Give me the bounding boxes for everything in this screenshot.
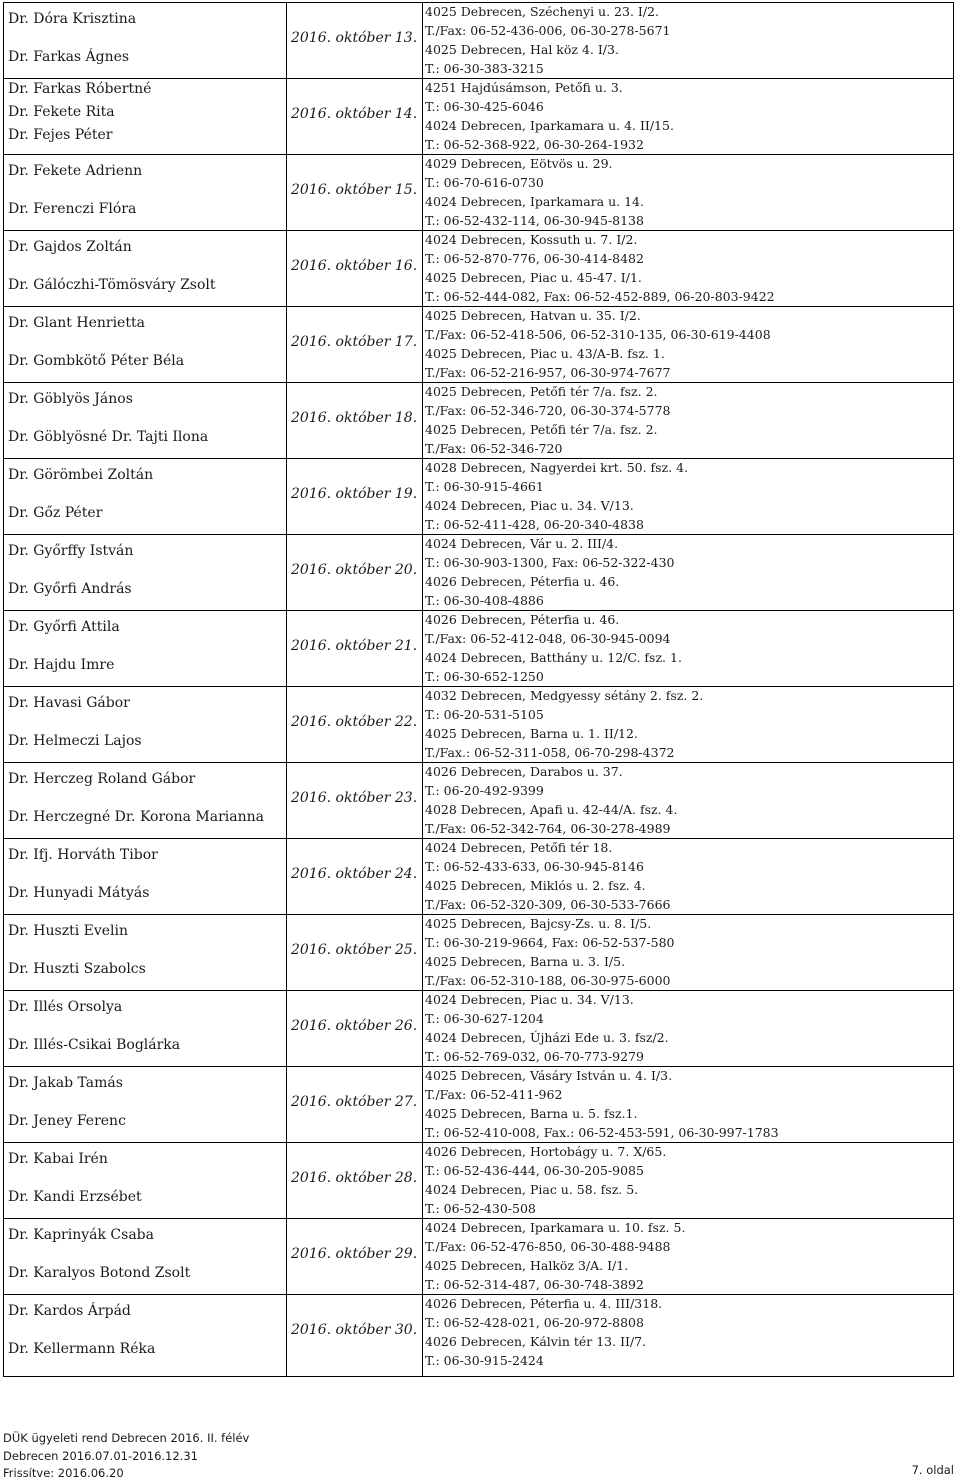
doctor-name: Dr. Kellermann Réka xyxy=(8,1341,156,1357)
row-divider xyxy=(3,610,954,611)
doctor-address: 4029 Debrecen, Eötvös u. 29. xyxy=(425,156,613,171)
doctor-address: 4024 Debrecen, Újházi Ede u. 3. fsz/2. xyxy=(425,1030,669,1045)
doctor-phone: T.: 06-52-444-082, Fax: 06-52-452-889, 06-20-803-9422 xyxy=(425,289,775,304)
doctor-phone: T.: 06-30-627-1204 xyxy=(425,1011,544,1026)
doctor-name: Dr. Herczeg Roland Gábor xyxy=(8,771,196,787)
doctor-phone: T.: 06-30-903-1300, Fax: 06-52-322-430 xyxy=(425,555,675,570)
doctor-phone: T.: 06-52-870-776, 06-30-414-8482 xyxy=(425,251,644,266)
doctor-address: 4026 Debrecen, Kálvin tér 13. II/7. xyxy=(425,1334,647,1349)
row-divider xyxy=(3,1218,954,1219)
doctor-address: 4028 Debrecen, Apafi u. 42-44/A. fsz. 4. xyxy=(425,802,678,817)
doctor-phone: T.: 06-52-410-008, Fax.: 06-52-453-591, 06-30-997-1783 xyxy=(425,1125,779,1140)
doctor-name: Dr. Farkas Róbertné xyxy=(8,81,152,97)
duty-date: 2016. október 27. xyxy=(291,1094,418,1110)
doctor-phone: T.: 06-30-915-4661 xyxy=(425,479,544,494)
doctor-name: Dr. Karalyos Botond Zsolt xyxy=(8,1265,191,1281)
duty-date: 2016. október 30. xyxy=(291,1322,418,1338)
doctor-phone: T.: 06-52-769-032, 06-70-773-9279 xyxy=(425,1049,644,1064)
doctor-phone: T.: 06-20-492-9399 xyxy=(425,783,544,798)
doctor-name: Dr. Illés Orsolya xyxy=(8,999,123,1015)
doctor-name: Dr. Kardos Árpád xyxy=(8,1303,131,1319)
doctor-name: Dr. Glant Henrietta xyxy=(8,315,145,331)
doctor-name: Dr. Kandi Erzsébet xyxy=(8,1189,142,1205)
doctor-address: 4025 Debrecen, Hal köz 4. I/3. xyxy=(425,42,619,57)
duty-date: 2016. október 21. xyxy=(291,638,418,654)
doctor-phone: T.: 06-30-383-3215 xyxy=(425,61,544,76)
duty-date: 2016. október 15. xyxy=(291,182,418,198)
doctor-phone: T.: 06-30-652-1250 xyxy=(425,669,544,684)
row-divider xyxy=(3,154,954,155)
column-divider-name-date xyxy=(286,3,287,1376)
doctor-phone: T.: 06-52-430-508 xyxy=(425,1201,536,1216)
row-divider xyxy=(3,78,954,79)
doctor-name: Dr. Ferenczi Flóra xyxy=(8,201,137,217)
doctor-address: 4026 Debrecen, Hortobágy u. 7. X/65. xyxy=(425,1144,667,1159)
doctor-address: 4024 Debrecen, Iparkamara u. 14. xyxy=(425,194,644,209)
doctor-name: Dr. Hunyadi Mátyás xyxy=(8,885,150,901)
doctor-name: Dr. Győrfi Attila xyxy=(8,619,120,635)
doctor-name: Dr. Gálóczhi-Tömösváry Zsolt xyxy=(8,277,216,293)
row-divider xyxy=(3,762,954,763)
doctor-name: Dr. Huszti Evelin xyxy=(8,923,129,939)
doctor-name: Dr. Göblyösné Dr. Tajti Ilona xyxy=(8,429,209,445)
doctor-phone: T./Fax: 06-52-346-720, 06-30-374-5778 xyxy=(425,403,671,418)
duty-date: 2016. október 26. xyxy=(291,1018,418,1034)
doctor-name: Dr. Hajdu Imre xyxy=(8,657,115,673)
doctor-name: Dr. Kabai Irén xyxy=(8,1151,108,1167)
doctor-phone: T.: 06-52-314-487, 06-30-748-3892 xyxy=(425,1277,644,1292)
doctor-address: 4025 Debrecen, Hatvan u. 35. I/2. xyxy=(425,308,641,323)
duty-date: 2016. október 29. xyxy=(291,1246,418,1262)
doctor-address: 4025 Debrecen, Piac u. 45-47. I/1. xyxy=(425,270,642,285)
duty-date: 2016. október 18. xyxy=(291,410,418,426)
doctor-address: 4024 Debrecen, Iparkamara u. 10. fsz. 5. xyxy=(425,1220,686,1235)
doctor-address: 4025 Debrecen, Miklós u. 2. fsz. 4. xyxy=(425,878,646,893)
doctor-phone: T./Fax: 06-52-216-957, 06-30-974-7677 xyxy=(425,365,671,380)
doctor-name: Dr. Göblyös János xyxy=(8,391,133,407)
row-divider xyxy=(3,1066,954,1067)
doctor-name: Dr. Győrfi András xyxy=(8,581,132,597)
duty-date: 2016. október 28. xyxy=(291,1170,418,1186)
doctor-address: 4025 Debrecen, Petőfi tér 7/a. fsz. 2. xyxy=(425,422,658,437)
column-divider-date-info xyxy=(422,3,423,1376)
duty-date: 2016. október 22. xyxy=(291,714,418,730)
footer-updated: Frissítve: 2016.06.20 xyxy=(3,1466,124,1480)
duty-date: 2016. október 16. xyxy=(291,258,418,274)
doctor-address: 4026 Debrecen, Péterfia u. 4. III/318. xyxy=(425,1296,663,1311)
doctor-address: 4028 Debrecen, Nagyerdei krt. 50. fsz. 4. xyxy=(425,460,689,475)
doctor-name: Dr. Fekete Rita xyxy=(8,104,115,120)
doctor-name: Dr. Jakab Tamás xyxy=(8,1075,123,1091)
doctor-phone: T.: 06-52-433-633, 06-30-945-8146 xyxy=(425,859,644,874)
row-divider xyxy=(3,1142,954,1143)
doctor-address: 4024 Debrecen, Batthány u. 12/C. fsz. 1. xyxy=(425,650,682,665)
doctor-name: Dr. Huszti Szabolcs xyxy=(8,961,146,977)
doctor-address: 4024 Debrecen, Iparkamara u. 4. II/15. xyxy=(425,118,674,133)
duty-date: 2016. október 23. xyxy=(291,790,418,806)
doctor-name: Dr. Görömbei Zoltán xyxy=(8,467,154,483)
duty-date: 2016. október 13. xyxy=(291,30,418,46)
doctor-address: 4025 Debrecen, Széchenyi u. 23. I/2. xyxy=(425,4,659,19)
page-number: 7. oldal xyxy=(911,1463,954,1477)
doctor-address: 4251 Hajdúsámson, Petőfi u. 3. xyxy=(425,80,623,95)
doctor-name: Dr. Gőz Péter xyxy=(8,505,103,521)
duty-date: 2016. október 19. xyxy=(291,486,418,502)
doctor-phone: T.: 06-30-915-2424 xyxy=(425,1353,544,1368)
doctor-name: Dr. Illés-Csikai Boglárka xyxy=(8,1037,181,1053)
row-divider xyxy=(3,686,954,687)
doctor-phone: T./Fax: 06-52-412-048, 06-30-945-0094 xyxy=(425,631,671,646)
duty-date: 2016. október 24. xyxy=(291,866,418,882)
doctor-name: Dr. Ifj. Horváth Tibor xyxy=(8,847,158,863)
doctor-name: Dr. Helmeczi Lajos xyxy=(8,733,142,749)
doctor-phone: T./Fax: 06-52-320-309, 06-30-533-7666 xyxy=(425,897,671,912)
row-divider xyxy=(3,914,954,915)
doctor-address: 4025 Debrecen, Barna u. 1. II/12. xyxy=(425,726,638,741)
doctor-phone: T.: 06-52-368-922, 06-30-264-1932 xyxy=(425,137,644,152)
doctor-name: Dr. Győrffy István xyxy=(8,543,134,559)
row-divider xyxy=(3,838,954,839)
doctor-phone: T./Fax: 06-52-310-188, 06-30-975-6000 xyxy=(425,973,671,988)
doctor-phone: T.: 06-30-219-9664, Fax: 06-52-537-580 xyxy=(425,935,675,950)
doctor-address: 4026 Debrecen, Péterfia u. 46. xyxy=(425,612,620,627)
doctor-address: 4024 Debrecen, Piac u. 34. V/13. xyxy=(425,498,634,513)
duty-date: 2016. október 17. xyxy=(291,334,418,350)
doctor-address: 4024 Debrecen, Piac u. 34. V/13. xyxy=(425,992,634,1007)
doctor-phone: T./Fax.: 06-52-311-058, 06-70-298-4372 xyxy=(425,745,675,760)
doctor-address: 4024 Debrecen, Vár u. 2. III/4. xyxy=(425,536,619,551)
doctor-address: 4026 Debrecen, Péterfia u. 46. xyxy=(425,574,620,589)
doctor-name: Dr. Dóra Krisztina xyxy=(8,11,137,27)
doctor-phone: T.: 06-70-616-0730 xyxy=(425,175,544,190)
row-divider xyxy=(3,1294,954,1295)
doctor-address: 4025 Debrecen, Vásáry István u. 4. I/3. xyxy=(425,1068,673,1083)
doctor-address: 4032 Debrecen, Medgyessy sétány 2. fsz. 2. xyxy=(425,688,704,703)
doctor-phone: T.: 06-20-531-5105 xyxy=(425,707,544,722)
doctor-address: 4025 Debrecen, Barna u. 5. fsz.1. xyxy=(425,1106,638,1121)
doctor-phone: T./Fax: 06-52-342-764, 06-30-278-4989 xyxy=(425,821,671,836)
row-divider xyxy=(3,534,954,535)
doctor-address: 4024 Debrecen, Petőfi tér 18. xyxy=(425,840,613,855)
doctor-name: Dr. Kaprinyák Csaba xyxy=(8,1227,154,1243)
doctor-address: 4024 Debrecen, Piac u. 58. fsz. 5. xyxy=(425,1182,639,1197)
doctor-phone: T.: 06-52-428-021, 06-20-972-8808 xyxy=(425,1315,644,1330)
doctor-phone: T.: 06-30-408-4886 xyxy=(425,593,544,608)
doctor-name: Dr. Herczegné Dr. Korona Marianna xyxy=(8,809,264,825)
doctor-name: Dr. Fejes Péter xyxy=(8,127,113,143)
row-divider xyxy=(3,458,954,459)
doctor-name: Dr. Havasi Gábor xyxy=(8,695,130,711)
doctor-name: Dr. Gajdos Zoltán xyxy=(8,239,132,255)
doctor-phone: T./Fax: 06-52-436-006, 06-30-278-5671 xyxy=(425,23,671,38)
doctor-phone: T./Fax: 06-52-476-850, 06-30-488-9488 xyxy=(425,1239,671,1254)
duty-date: 2016. október 14. xyxy=(291,106,418,122)
doctor-address: 4025 Debrecen, Barna u. 3. I/5. xyxy=(425,954,626,969)
doctor-phone: T./Fax: 06-52-418-506, 06-52-310-135, 06-30-619-4408 xyxy=(425,327,771,342)
doctor-phone: T.: 06-52-436-444, 06-30-205-9085 xyxy=(425,1163,644,1178)
doctor-address: 4025 Debrecen, Bajcsy-Zs. u. 8. I/5. xyxy=(425,916,652,931)
doctor-address: 4025 Debrecen, Petőfi tér 7/a. fsz. 2. xyxy=(425,384,658,399)
doctor-phone: T.: 06-52-432-114, 06-30-945-8138 xyxy=(425,213,644,228)
doctor-name: Dr. Jeney Ferenc xyxy=(8,1113,126,1129)
row-divider xyxy=(3,382,954,383)
doctor-name: Dr. Gombkötő Péter Béla xyxy=(8,353,185,369)
doctor-address: 4024 Debrecen, Kossuth u. 7. I/2. xyxy=(425,232,638,247)
row-divider xyxy=(3,230,954,231)
doctor-address: 4026 Debrecen, Darabos u. 37. xyxy=(425,764,623,779)
doctor-phone: T.: 06-30-425-6046 xyxy=(425,99,544,114)
footer-title: DÜK ügyeleti rend Debrecen 2016. II. félév xyxy=(3,1431,250,1445)
doctor-phone: T./Fax: 06-52-411-962 xyxy=(425,1087,563,1102)
doctor-name: Dr. Farkas Ágnes xyxy=(8,49,130,65)
doctor-phone: T.: 06-52-411-428, 06-20-340-4838 xyxy=(425,517,644,532)
doctor-address: 4025 Debrecen, Halköz 3/A. I/1. xyxy=(425,1258,629,1273)
row-divider xyxy=(3,990,954,991)
doctor-phone: T./Fax: 06-52-346-720 xyxy=(425,441,563,456)
doctor-address: 4025 Debrecen, Piac u. 43/A-B. fsz. 1. xyxy=(425,346,665,361)
doctor-name: Dr. Fekete Adrienn xyxy=(8,163,143,179)
row-divider xyxy=(3,306,954,307)
duty-date: 2016. október 20. xyxy=(291,562,418,578)
footer-period: Debrecen 2016.07.01-2016.12.31 xyxy=(3,1449,198,1463)
duty-date: 2016. október 25. xyxy=(291,942,418,958)
